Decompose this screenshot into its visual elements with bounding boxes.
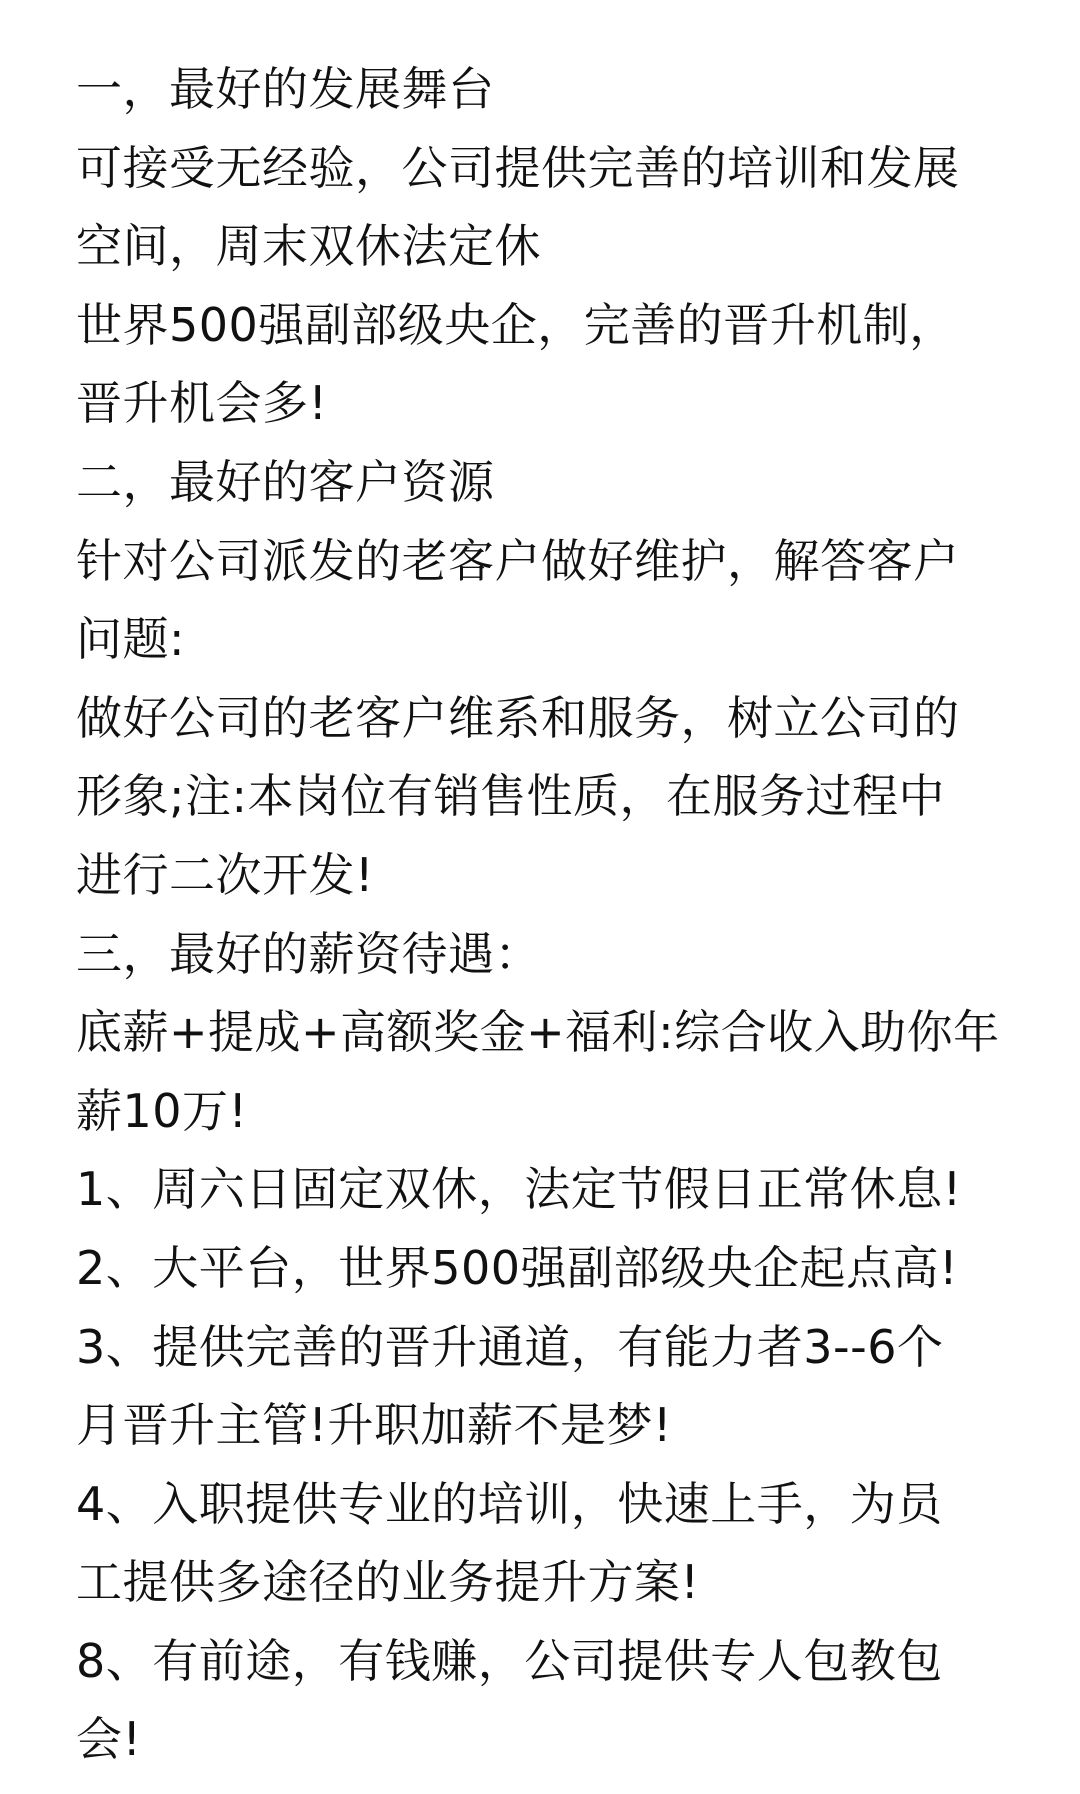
text-line: 进行二次开发! (76, 847, 374, 902)
text-line: 工提供多途径的业务提升方案! (76, 1555, 700, 1610)
text-line: 晋升机会多! (76, 376, 328, 431)
text-line: 2、大平台，世界500强副部级央企起点高! (76, 1240, 959, 1295)
text-line: 问题: (76, 612, 185, 667)
text-line: 3、提供完善的晋升通道，有能力者3--6个 (76, 1319, 944, 1374)
text-line: 薪10万! (76, 1083, 248, 1138)
text-line: 4、入职提供专业的培训，快速上手，为员 (76, 1476, 943, 1531)
text-line: 针对公司派发的老客户做好维护，解答客户 (76, 533, 960, 588)
text-line: 8、有前途，有钱赚，公司提供专人包教包 (76, 1633, 943, 1688)
text-line: 二，最好的客户资源 (76, 454, 495, 509)
text-line: 空间，周末双休法定休 (76, 219, 541, 274)
text-line: 做好公司的老客户维系和服务，树立公司的 (76, 690, 960, 745)
job-post-text (76, 50, 1016, 1779)
text-line: 会! (76, 1712, 142, 1767)
text-line: 形象;注:本岗位有销售性质，在服务过程中 (76, 769, 945, 824)
text-line: 1、周六日固定双休，法定节假日正常休息! (76, 1162, 962, 1217)
text-line: 月晋升主管!升职加薪不是梦! (76, 1398, 672, 1453)
text-line: 可接受无经验，公司提供完善的培训和发展 (76, 140, 960, 195)
text-line: 三，最好的薪资待遇： (76, 926, 541, 981)
text-line: 底薪+提成+高额奖金+福利:综合收入助你年 (76, 1005, 1000, 1060)
text-line: 一，最好的发展舞台 (76, 62, 495, 116)
text-line: 世界500强副部级央企，完善的晋升机制， (76, 297, 956, 352)
